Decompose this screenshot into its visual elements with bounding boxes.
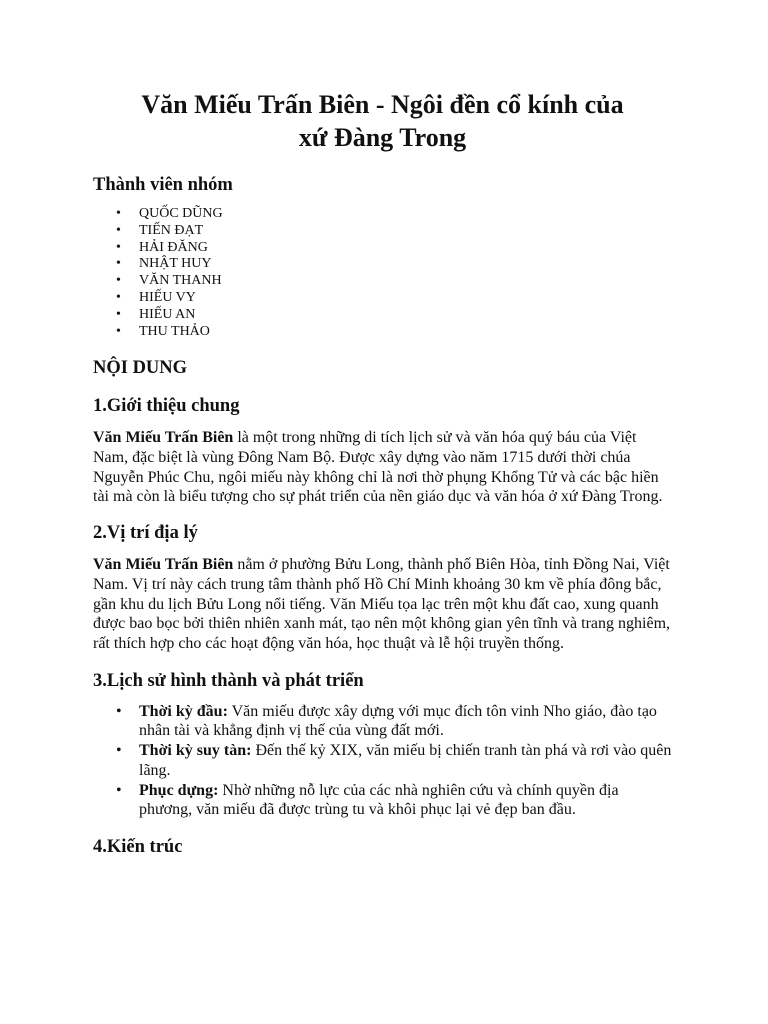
section-1-heading: 1.Giới thiệu chung — [93, 396, 240, 417]
section-2-paragraph — [93, 555, 672, 654]
member-name: VĂN THANH — [139, 273, 222, 289]
history-item — [93, 741, 672, 780]
section-1-bold-lead: Văn Miếu Trấn Biên — [93, 429, 234, 447]
bullet-icon: • — [116, 206, 121, 221]
bullet-icon: • — [116, 742, 122, 760]
history-item-text: Văn miếu được xây dựng với mục đích tôn vinh Nho giáo, đào tạo nhân tài và khẳng định vị thế của vùng đất mới. — [139, 702, 657, 740]
bullet-icon: • — [116, 306, 121, 322]
member-item — [93, 290, 672, 307]
section-4-heading: 4.Kiến trúc — [93, 836, 183, 857]
member-item — [93, 223, 672, 240]
history-item-label: Phục dựng: — [139, 781, 219, 799]
member-name: NHẬT HUY — [139, 256, 212, 272]
document-title — [93, 88, 672, 154]
title-line-1: Văn Miếu Trấn Biên - Ngôi đền cổ kính của — [141, 90, 624, 119]
bullet-icon: • — [116, 273, 121, 289]
section-2-text: nằm ở phường Bửu Long, thành phố Biên Hòa, tỉnh Đồng Nai, Việt Nam. Vị trí này cách trung tâm thành phố Hồ Chí Minh khoảng 30 km về phía đông bắc, gần khu du lịch Bửu Long nổi tiếng. Văn Miếu tọa lạc trên một khu đất cao, xung quanh được bao bọc bởi thiên nhiên xanh mát, tạo nên một không gian yên tĩnh và trang nghiêm, rất thích hợp cho các hoạt động văn hóa, học thuật và lễ hội truyền thống. — [93, 556, 671, 652]
member-item — [93, 307, 672, 324]
member-item — [93, 206, 672, 223]
title-line-2: xứ Đàng Trong — [298, 123, 467, 152]
section-1-text: là một trong những di tích lịch sử và văn hóa quý báu của Việt Nam, đặc biệt là vùng Đông Nam Bộ. Được xây dựng vào năm 1715 dưới thời chúa Nguyễn Phúc Chu, ngôi miếu này không chỉ là nơi thờ phụng Khổng Tử và các bậc hiền tài mà còn là biểu tượng cho sự phát triển của nền giáo dục và văn hóa ở xứ Đàng Trong. — [93, 429, 663, 506]
member-item — [93, 240, 672, 257]
history-item-label: Thời kỳ suy tàn: — [139, 742, 252, 760]
content-heading: NỘI DUNG — [93, 358, 188, 379]
history-item — [93, 781, 672, 820]
member-item — [93, 273, 672, 290]
member-item — [93, 324, 672, 341]
member-name: QUỐC DŨNG — [139, 206, 223, 221]
section-3-heading: 3.Lịch sử hình thành và phát triển — [93, 670, 364, 691]
members-heading: Thành viên nhóm — [93, 175, 233, 195]
member-name: HẢI ĐĂNG — [139, 239, 208, 255]
bullet-icon: • — [116, 323, 121, 339]
history-list — [93, 702, 672, 820]
bullet-icon: • — [116, 702, 122, 720]
bullet-icon: • — [116, 239, 121, 255]
member-name: HIẾU VY — [139, 289, 196, 305]
members-list — [93, 206, 672, 340]
bullet-icon: • — [116, 289, 121, 305]
bullet-icon: • — [116, 781, 122, 799]
section-1-paragraph — [93, 428, 672, 507]
section-2-bold-lead: Văn Miếu Trấn Biên — [93, 556, 234, 574]
member-name: HIẾU AN — [139, 306, 196, 322]
member-name: TIẾN ĐẠT — [139, 222, 204, 238]
history-item-label: Thời kỳ đầu: — [139, 702, 228, 720]
section-2-heading: 2.Vị trí địa lý — [93, 523, 198, 544]
member-name: THU THẢO — [139, 323, 210, 339]
history-item — [93, 702, 672, 741]
bullet-icon: • — [116, 256, 121, 272]
history-item-text: Đến thế kỷ XIX, văn miếu bị chiến tranh tàn phá và rơi vào quên lãng. — [139, 742, 672, 779]
member-item — [93, 256, 672, 273]
history-item-text: Nhờ những nỗ lực của các nhà nghiên cứu và chính quyền địa phương, văn miếu đã được trùng tu và khôi phục lại vẻ đẹp ban đầu. — [139, 781, 619, 819]
bullet-icon: • — [116, 222, 121, 238]
